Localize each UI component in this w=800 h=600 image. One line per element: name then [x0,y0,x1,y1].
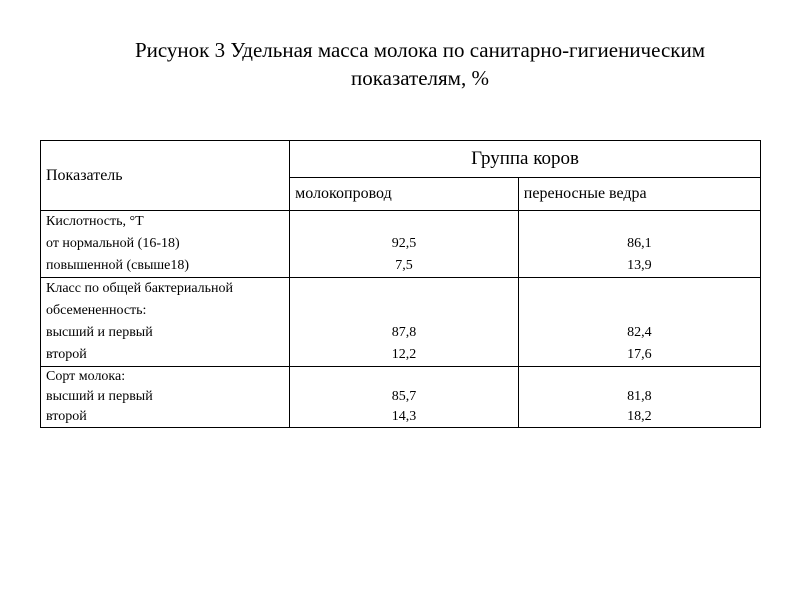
bucket-values [518,367,760,428]
value-cell: 81,8 [627,389,652,404]
section-heading: Сорт молока: [46,369,126,384]
value-cell: 12,2 [391,347,417,362]
row-label: второй [46,347,87,362]
row-labels [41,278,290,367]
figure-title-line-2: показателям, % [351,66,489,90]
row-labels [41,211,290,278]
bucket-values [518,278,760,367]
value-cell: 92,5 [391,236,417,251]
table-header-row [41,141,761,178]
pipeline-values [290,278,519,367]
milk-quality-table [40,140,761,428]
row-label: высший и первый [46,389,153,404]
section-heading: обсемененность: [46,303,147,318]
row-labels [41,367,290,428]
row-label: высший и первый [46,325,153,340]
value-cell: 13,9 [627,258,652,273]
value-cell: 85,7 [391,389,417,404]
table-row [41,278,761,367]
row-label: второй [46,409,87,424]
row-label: от нормальной (16-18) [46,236,180,251]
section-heading: Класс по общей бактериальной [46,281,234,296]
figure-title-line-1: Рисунок 3 Удельная масса молока по санитарно-гигиеническим [134,38,706,62]
value-cell: 86,1 [627,236,652,251]
pipeline-values [290,211,519,278]
portable-buckets-header: переносные ведра [518,178,760,211]
section-heading: Кислотность, °Т [46,214,144,229]
bucket-values [518,211,760,278]
milk-pipeline-header: молокопровод [290,178,519,211]
cow-group-header: Группа коров [290,141,761,178]
value-cell: 18,2 [627,409,652,424]
figure-title [60,36,780,92]
table-row [41,367,761,428]
value-cell: 82,4 [627,325,652,340]
table-row [41,211,761,278]
value-cell: 14,3 [391,409,417,424]
row-label: повышенной (свыше18) [46,258,190,273]
value-cell: 87,8 [391,325,417,340]
value-cell: 7,5 [395,258,413,273]
value-cell: 17,6 [627,347,652,362]
pipeline-values [290,367,519,428]
indicator-header: Показатель [41,141,290,211]
